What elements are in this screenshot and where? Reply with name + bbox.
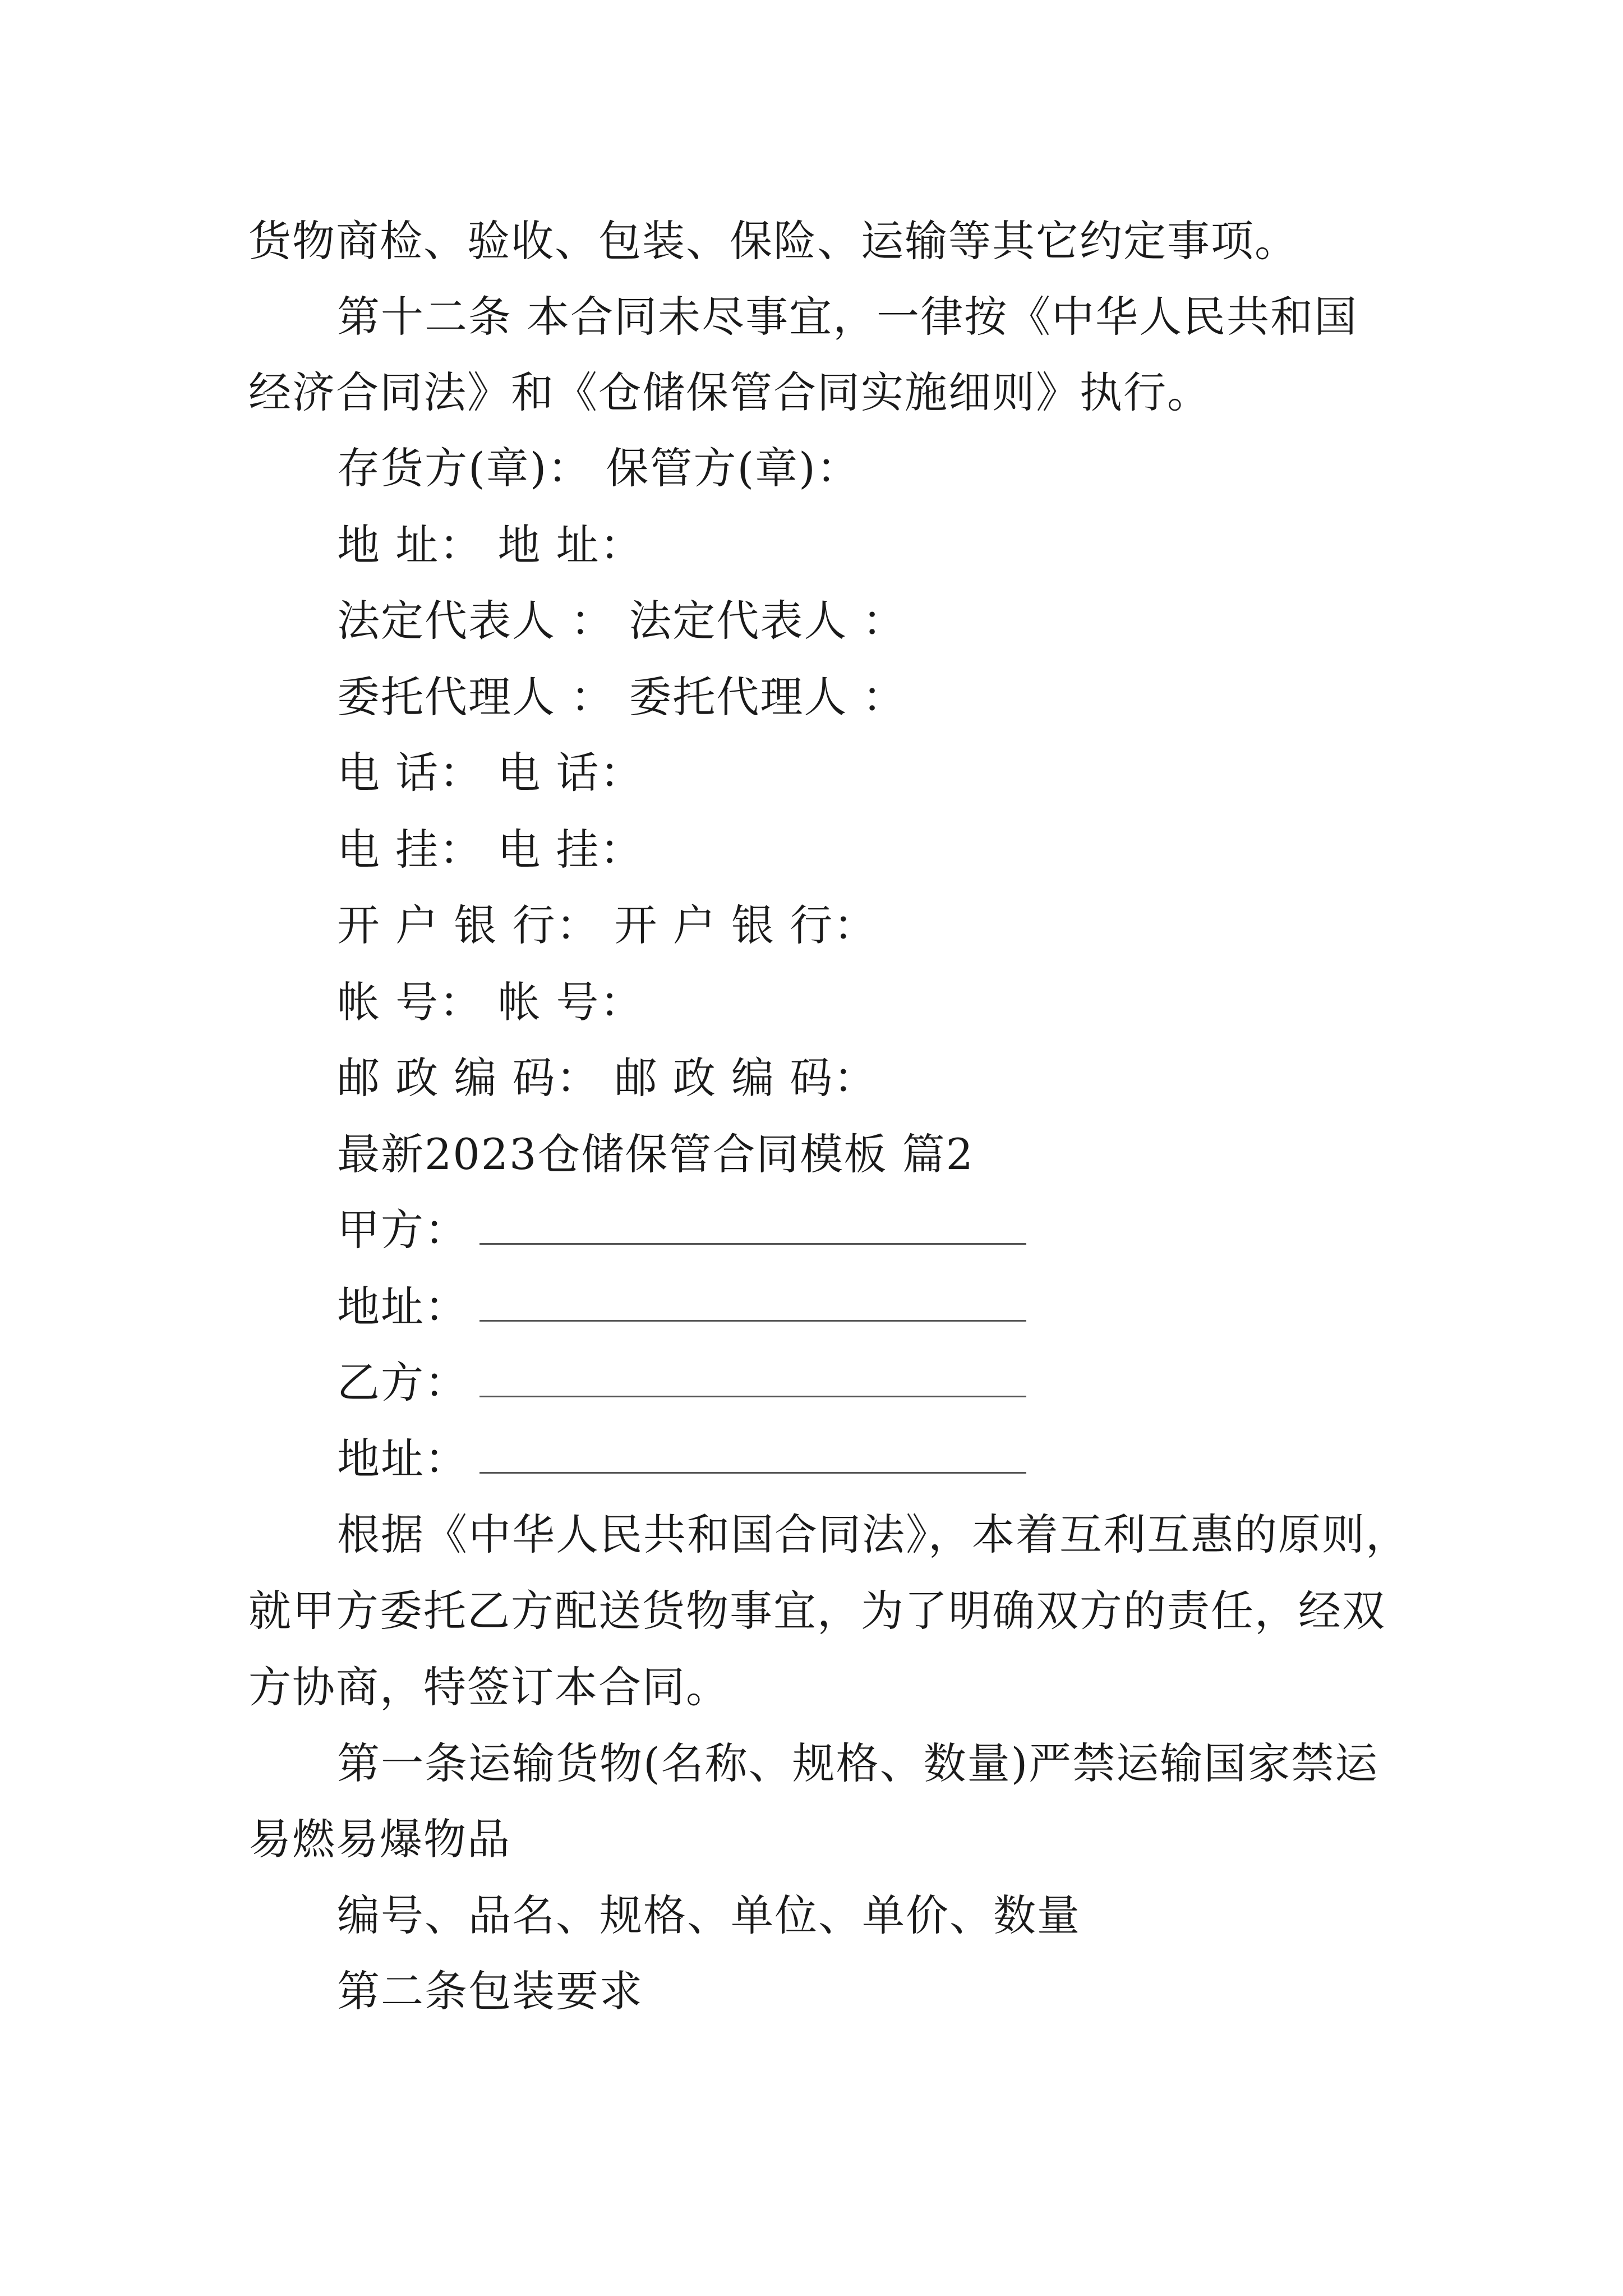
- signature-line: 邮 政 编 码： 邮 政 编 码：: [337, 1053, 878, 1103]
- field-label: 地址：: [337, 1282, 468, 1332]
- signature-line: 电 挂： 电 挂：: [337, 825, 644, 875]
- blank-underline: [479, 1281, 1026, 1322]
- paragraph-line: 根据《中华人民共和国合同法》，本着互利互惠的原则，: [337, 1510, 1409, 1559]
- text-line: 货物商检、验收、包装、保险、运输等其它约定事项。: [248, 216, 1298, 266]
- signature-line: 法定代表人 ： 法定代表人 ：: [337, 596, 906, 646]
- signature-line: 存货方(章)： 保管方(章)：: [337, 443, 860, 493]
- signature-line: 电 话： 电 话：: [337, 748, 644, 798]
- paragraph-line: 第一条运输货物(名称、规格、数量)严禁运输国家禁运: [337, 1738, 1379, 1788]
- party-b-field: [337, 1355, 1026, 1411]
- party-a-address-field: [337, 1279, 1026, 1335]
- party-a-field: [337, 1202, 1026, 1258]
- paragraph-line: 编号、品名、规格、单位、单价、数量: [337, 1890, 1081, 1940]
- section-title: 最新2023仓储保管合同模板 篇2: [337, 1129, 974, 1179]
- field-label: 乙方：: [337, 1358, 468, 1407]
- signature-line: 开 户 银 行： 开 户 银 行：: [337, 900, 878, 950]
- paragraph-line: 易燃易爆物品: [248, 1814, 511, 1864]
- paragraph-line: 方协商，特签订本合同。: [248, 1662, 730, 1712]
- text-line: 第十二条 本合同未尽事宜，一律按《中华人民共和国: [337, 292, 1358, 342]
- signature-line: 帐 号： 帐 号：: [337, 977, 644, 1027]
- party-b-address-field: [337, 1431, 1026, 1487]
- paragraph-line: 就甲方委托乙方配送货物事宜，为了明确双方的责任，经双: [248, 1586, 1386, 1636]
- blank-underline: [479, 1356, 1026, 1397]
- field-label: 甲方：: [337, 1205, 468, 1255]
- signature-line: 委托代理人 ： 委托代理人 ：: [337, 672, 906, 722]
- blank-underline: [479, 1433, 1026, 1474]
- paragraph-line: 第二条包装要求: [337, 1966, 643, 2016]
- text-line: 经济合同法》和《仓储保管合同实施细则》执行。: [248, 367, 1211, 417]
- field-label: 地址：: [337, 1434, 468, 1484]
- blank-underline: [479, 1204, 1026, 1245]
- signature-line: 地 址： 地 址：: [337, 520, 644, 570]
